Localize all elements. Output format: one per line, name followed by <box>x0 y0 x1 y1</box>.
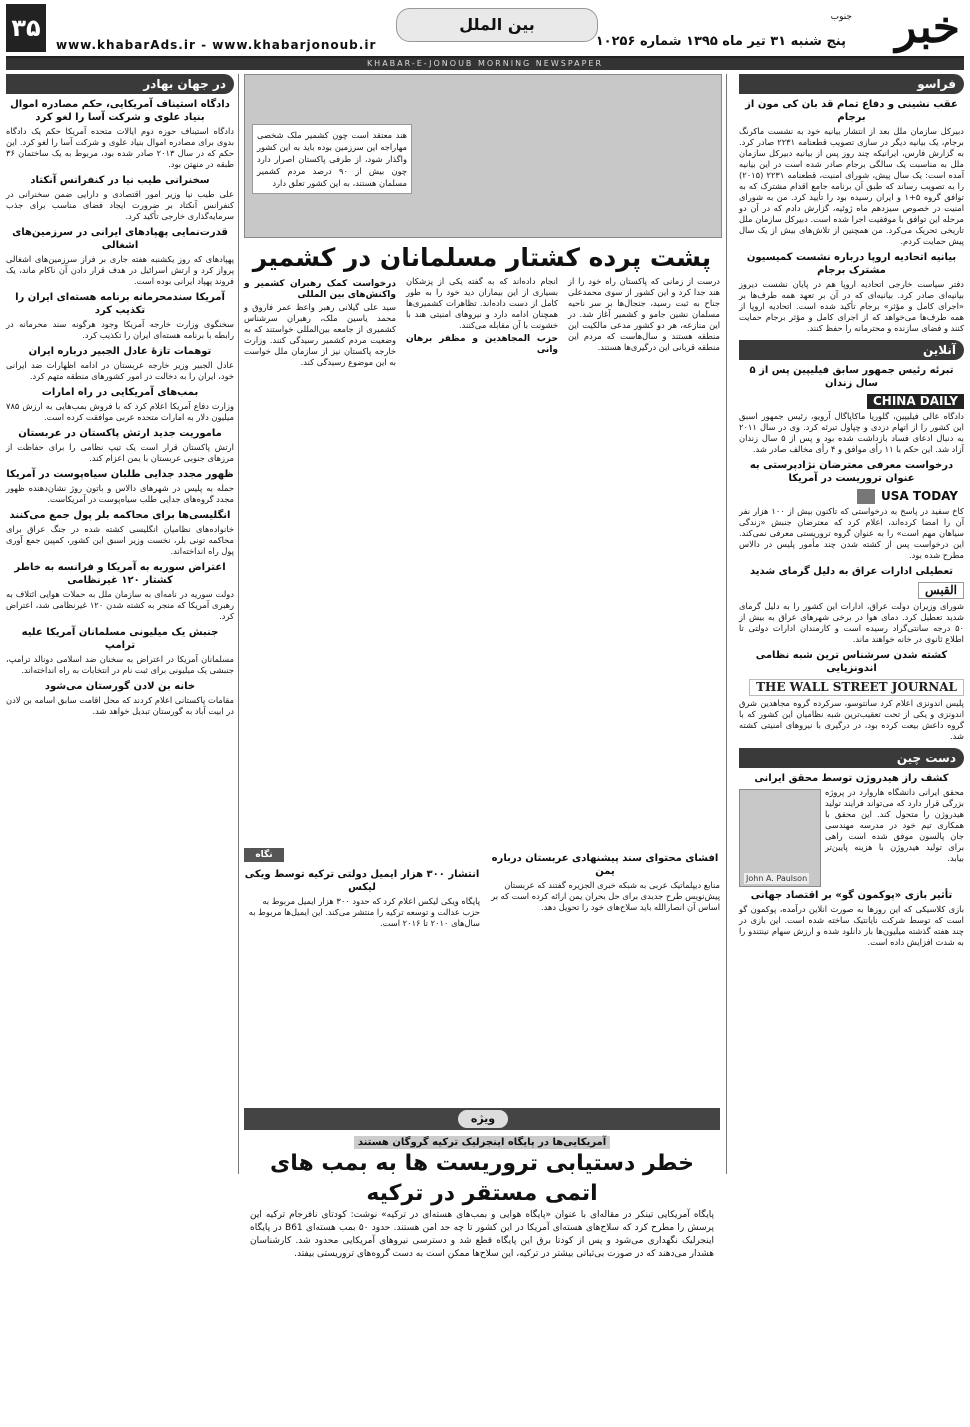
wsj-logo: THE WALL STREET JOURNAL <box>749 679 964 696</box>
brief-title: ظهور مجدد جدایی طلبان سیاه‌پوست در آمریکا <box>6 469 234 480</box>
article-body: دبیرکل سازمان ملل بعد از انتشار بیانیه خود به نشست ماکرنگ برجام، یک بیانیه دیگر در سازی تصویب قطعنامه ۲۲۳۱ صادر کرد. به گزارش فارس، ایرانیکه چند روز پس از بیانیه دبیرکل سازمان ملل به مناسبت یک سالگی برجام صادر شده است در این بیانیه آمده است: یک سال پیش، شورای امنیت، قطعنامه ۲۲۳۱ (۲۰۱۵) را به تصویب رساند که طبق آن برنامه جامع اقدام مشترک که به توافق گروه ۵+۱ و ایران رسیده بود را تأیید کرد. من به شورای امنیت در خصوص سیزدهم ماه ژوئیه، گزارش دادم که در آن دو مرحله این توافق با موفقیت اجرا شده است. دبیرکل سازمان ملل تاریخی تحریک می‌کرد. من همچنین از تلاش‌های بیش از یک سال پیش حمایت کردم. <box>739 126 965 246</box>
story-title: افشای محتوای سند پیشنهادی عربستان درباره یمن <box>491 853 719 877</box>
section-title: بین الملل <box>396 8 598 42</box>
brief-title: سخنرانی طیب نیا در کنفرانس آنکتاد <box>30 175 210 186</box>
photo-caption-name: John A. Paulson <box>746 874 808 883</box>
article-body: پلیس اندونزی اعلام کرد سانتوسو، سرکرده گروه مجاهدین شرق اندونزی و یکی از تحت تعقیب‌ترین شبه نظامیان این کشور که با گروه داعش بیعت کرده بود، در درگیری با نیروهای امنیتی کشته شد. <box>739 698 964 741</box>
feature-body: سید علی گیلانی رهبر واعظ عمر فاروق و محمد یاسین ملک، رهبران سرشناس کشمیری از جامعه بین‌المللی خواستند که به وضعیت مردم کشمیر رسیدگی کنند. وزارت خارجه پاکستان نیز از سازمان ملل خواست به این موضوع رسیدگی کند. <box>244 302 396 367</box>
brief-body: سخنگوی وزارت خارجه آمریکا وجود هرگونه سند محرمانه در رابطه با برنامه هسته‌ای ایران را تکذیب کرد. <box>6 319 234 340</box>
article-body: شورای وزیران دولت عراق، ادارات این کشور را به دلیل گرمای شدید تعطیل کرد. دمای هوا در برخی شهرهای عراق به بیش از ۵۰ درجه سانتی‌گراد رسیده است و کارمندان ادارات دولتی تا اطلاع ثانوی در خانه خواهند ماند. <box>739 601 964 644</box>
newspaper-logo: خبر <box>895 2 960 53</box>
brief-title: بمب‌های آمریکایی در راه امارات <box>41 387 199 398</box>
brief-body: دادگاه استیناف حوزه دوم ایالات متحده آمریکا حکم یک دادگاه بدوی برای مصادره اموال بنیاد علوی و شرکت آسا را لغو کرد. این حکم که در سال ۲۰۱۳ صادر شده بود، مربوط به یک ساختمان ۳۶ طبقه در منهتن بود. <box>6 126 235 169</box>
photo-caption: هند معتقد است چون کشمیر ملک شخصی مهاراجه این سرزمین بوده باید به این کشور واگذار شود، از طرفی پاکستان اصرار دارد چون بیش از ۹۰ درصد مردم کشمیر مسلمان هستند، به این کشور تعلق دارد <box>252 124 412 194</box>
feature-column-3 <box>244 276 396 371</box>
section-head-online: آنلاین <box>739 340 964 360</box>
news-brief <box>6 561 234 622</box>
news-brief <box>6 174 234 222</box>
left-column <box>6 74 234 720</box>
kashmir-feature <box>244 74 720 834</box>
article-title: کشف راز هیدروژن توسط محقق ایرانی <box>754 773 949 784</box>
feature-body: درست از زمانی که پاکستان راه خود را از هند جدا کرد و این کشور از سوی محمدعلی جناح به ثبت رسید، جنجال‌ها بر سر ناحیه مسلمان نشین جامو و کشمیر آغاز شد. در این منازعه، هر دو کشور مدعی مالکیت این منطقه هستند و سال‌هاست که مردم این منطقه قربانی این درگیری‌ها هستند. <box>568 276 720 352</box>
article-body: دفتر سیاست خارجی اتحادیه اروپا هم در پایان نشست دیروز بیانیه‌ای صادر کرد. بیانیه‌ای که در آن بر تعهد همه طرف‌ها بر «اجرای کامل و مؤثر» برجام تأکید شده است. اتحادیه اروپا از همه طرف‌ها می‌خواهد که از اجرای کامل و مؤثر برجام حمایت کنند و فضای سازنده و محترمانه را حفظ کنند. <box>739 279 964 333</box>
brief-title: دادگاه استیناف آمریکایی، حکم مصادره اموال بنیاد علوی و شرکت آسا را لغو کرد <box>10 99 230 123</box>
feature-subhead: حزب المجاهدین و مظفر برهان وانی <box>406 334 558 355</box>
column-divider <box>238 74 239 1174</box>
section-head-world: در جهان بهادر <box>6 74 234 94</box>
brief-body: پهپادهای که روز یکشنبه هفته جاری بر فراز سرزمین‌های اشغالی پرواز کرد و ارتش اسرائیل در هدف قرار دادن آن ناکام ماند، یک فروند پهپاد ایرانی بوده است. <box>6 254 234 286</box>
article-title: کشته شدن سرشناس ترین شبه نظامی اندونزیایی <box>755 650 948 674</box>
middle-stories <box>244 848 720 1100</box>
brief-title: توهمات تازهٔ عادل الجبیر درباره ایران <box>28 346 212 357</box>
article-title: تبرئه رئیس جمهور سابق فیلیپین پس از ۵ سال زندان <box>749 365 954 389</box>
news-brief <box>6 509 234 557</box>
section-head-farasoo: فراسو <box>739 74 964 94</box>
feature-subhead: درخواست کمک رهبران کشمیر و واکنش‌های بین المللی <box>244 279 396 300</box>
news-brief <box>6 386 234 423</box>
brief-title: ماموریت جدید ارتش پاکستان در عربستان <box>18 428 222 439</box>
feature-kicker: آمریکایی‌ها در پایگاه اینجرلیک ترکیه گروگان هستند <box>354 1136 610 1149</box>
brief-title: قدرت‌نمایی پهپادهای ایرانی در سرزمین‌های اشغالی <box>12 227 228 251</box>
story-wikileaks <box>244 864 480 932</box>
brief-title: انگلیسی‌ها برای محاکمه بلر پول جمع می‌کنند <box>9 510 231 521</box>
column-divider <box>726 74 727 1174</box>
article-body: بازی کلاسیکی که این روزها به صورت انلاین درآمده، پوکمون گو است که توسط شرکت نایانتیک ساخته شده است. این بازی در چند هفته گذشته میلیون‌ها بار دانلود شده و ارزش سهام نینتندو را به شدت افزایش داده است. <box>739 904 964 947</box>
article-title: تعطیلی ادارات عراق به دلیل گرمای شدید <box>750 566 953 577</box>
stories-tag: نگاه <box>244 848 284 862</box>
special-band <box>244 1108 720 1130</box>
feature-body: انجام داده‌اند که به گفته یکی از پزشکان بسیاری از این بیماران دید خود را به طور کامل از دست داده‌اند. تظاهرات کشمیری‌ها همچنان ادامه دارد و نیروهای امنیتی هند با خشونت با آن مقابله می‌کنند. <box>406 276 558 330</box>
usa-today-logo: USA TODAY <box>857 489 964 504</box>
section-head-dastchin: دست چین <box>739 748 964 768</box>
brief-title: جنبش یک میلیونی مسلمانان آمریکا علیه ترامپ <box>21 627 219 651</box>
news-brief <box>6 680 234 717</box>
brief-body: خانواده‌های نظامیان انگلیسی کشته شده در جنگ عراق برای محاکمه تونی بلر، نخست وزیر اسبق این کشور، کمپین جمع آوری پول راه انداخته‌اند. <box>6 524 234 556</box>
turkey-feature <box>244 1130 720 1264</box>
article-title: بیانیه اتحادیه اروپا درباره نشست کمیسیون مشترک برجام <box>746 252 957 276</box>
main-headline: پشت پرده کشتار مسلمانان در کشمیر <box>252 243 712 272</box>
article-title: عقب نشینی و دفاع تمام قد بان کی مون از برجام <box>745 99 958 123</box>
article-title: تأثیر بازی «پوکمون گو» بر اقتصاد جهانی <box>750 890 953 901</box>
feature-body: پایگاه آمریکایی تینکر در مقاله‌ای با عنوان «پایگاه هوایی و بمب‌های هسته‌ای در ترکیه» نوشت: کودتای نافرجام ترکیه این پرسش را مطرح کرد که سلاح‌های هسته‌ای آمریکا در این کشور تا چه حد امن هستند. حدود ۵۰ بمب هسته‌ای B61 در پایگاه اینجرلیک نگهداری می‌شود و پس از کودتا برق این پایگاه قطع شد و دسترسی نیروهای آمریکایی محدود شد. کارشناسان هشدار می‌دهند که در صورت بی‌ثباتی بیشتر در ترکیه، این سلاح‌ها ممکن است به دست گروه‌های تروریستی بیفتد. <box>250 1210 714 1259</box>
alqabas-logo: القبس <box>918 582 964 599</box>
brief-body: حمله به پلیس در شهرهای دالاس و باتون روژ نشان‌دهنده ظهور مجدد گروه‌های جدایی طلب سیاه‌پوست در آمریکاست. <box>6 483 234 504</box>
feature-headline: خطر دستیابی تروریست ها به بمب های اتمی مستقر در ترکیه <box>270 1151 694 1206</box>
brief-title: اعتراض سوریه به آمریکا و فرانسه به خاطر کشتار ۱۲۰ غیرنظامی <box>14 562 226 586</box>
feature-column-1 <box>568 276 720 356</box>
news-brief <box>6 427 234 464</box>
brief-body: مسلمانان آمریکا در اعتراض به سخنان ضد اسلامی دونالد ترامپ، جنبشی یک میلیونی برای ثبت نام در انتخابات به راه انداخته‌اند. <box>6 654 234 675</box>
brief-title: آمریکا سندمحرمانه برنامه هسته‌ای ایران را تکذیب کرد <box>15 292 225 316</box>
article-body: محقق ایرانی دانشگاه هاروارد در پروژه بزرگی قرار دارد که می‌تواند فرایند تولید هیدروژن را متحول کند. این محقق با همکاری تیم خود در مدرسه مهندسی جان پالسون موفق شده است راهی برای تولید هیدروژن با هزینه پایین‌تر بیابد. <box>825 787 964 863</box>
china-daily-logo: CHINA DAILY <box>867 394 964 409</box>
brief-body: ارتش پاکستان قرار است یک تیپ نظامی را برای حفاظت از مرزهای جنوبی عربستان با یمن اعزام کند. <box>6 442 234 463</box>
portrait-photo <box>739 789 821 887</box>
news-brief-list <box>6 98 234 717</box>
brief-body: علی طیب نیا وزیر امور اقتصادی و دارایی ضمن سخنرانی در کنفرانس آنکتاد بر ضرورت ایجاد فضای مناسب برای جذب سرمایه‌گذاری خارجی تأکید کرد. <box>6 189 234 221</box>
article-body: دادگاه عالی فیلیپین، گلوریا ماکاپاگال آرویو، رئیس جمهور اسبق این کشور را از اتهام دزدی و چپاول تبرئه کرد. وی در سال ۲۰۱۱ به دنبال ادعای فساد بازداشت شده بود و پس از ۵ سال زندان آزاد شد. این حکم با ۱۱ رأی موافق و ۴ رأی مخالف صادر شد. <box>739 411 964 454</box>
news-brief <box>6 345 234 382</box>
news-brief <box>6 468 234 505</box>
story-title: انتشار ۳۰۰ هزار ایمیل دولتی ترکیه توسط ویکی لیکس <box>244 869 480 893</box>
article-body: کاخ سفید در پاسخ به درخواستی که تاکنون بیش از ۱۰۰ هزار نفر آن را امضا کرده‌اند، اعلام کرد که معترضان جنبش «زندگی سیاهان مهم است» را به عنوان گروه تروریستی معرفی نمی‌کند. این درخواست پس از کشته شدن چند مأمور پلیس در دالاس مطرح شده بود. <box>739 506 965 560</box>
news-brief <box>6 98 234 170</box>
brief-body: عادل الجبیر وزیر خارجه عربستان در ادامه اظهارات ضد ایرانی خود، ایران را به دخالت در امور کشورهای منطقه متهم کرد. <box>6 360 234 381</box>
news-brief <box>6 291 234 341</box>
website-urls[interactable]: www.khabarAds.ir - www.khabarjonoub.ir <box>56 38 377 52</box>
article-title: درخواست معرفی معترضان نژادپرستی به عنوان تروریست در آمریکا <box>749 460 954 484</box>
news-brief <box>6 626 234 676</box>
logo-subtitle: جنوب <box>830 12 852 22</box>
brief-body: وزارت دفاع آمریکا اعلام کرد که با فروش بمب‌هایی به ارزش ۷۸۵ میلیون دلار به امارات متحده عربی موافقت کرده است. <box>6 401 234 422</box>
page-number: ۳۵ <box>6 4 46 52</box>
feature-column-2 <box>406 276 558 357</box>
story-body: پایگاه ویکی لیکس اعلام کرد که حدود ۳۰۰ هزار ایمیل مربوط به حزب عدالت و توسعه ترکیه را منتشر می‌کند. این ایمیل‌ها مربوط به سال‌های ۲۰۱۰ تا ۲۰۱۶ است. <box>248 896 480 928</box>
brief-title: خانه بن لادن گورستان می‌شود <box>44 681 196 692</box>
brief-body: دولت سوریه در نامه‌ای به سازمان ملل به حملات هوایی ائتلاف به رهبری آمریکا که منجر به کشته شدن ۱۲۰ غیرنظامی شد، اعتراض کرد. <box>6 589 234 621</box>
story-yemen <box>490 848 720 916</box>
news-brief <box>6 226 234 287</box>
story-body: منابع دیپلماتیک عربی به شبکه خبری الجزیره گفتند که عربستان پیش‌نویس طرح جدیدی برای حل بحران یمن ارائه کرده است که بر اساس آن انصارالله باید سلاح‌های خود را تحویل دهد. <box>491 880 720 912</box>
issue-date: پنج شنبه ۳۱ تیر ماه ۱۳۹۵ شماره ۱۰۲۵۶ <box>595 34 846 49</box>
special-tag: ویژه <box>458 1110 508 1128</box>
right-column <box>739 74 964 951</box>
masthead <box>6 4 964 59</box>
brief-body: مقامات پاکستانی اعلام کردند که محل اقامت سابق اسامه بن لادن در ابیت آباد به گورستان تبدیل خواهد شد. <box>6 695 234 716</box>
masthead-strip: KHABAR-E-JONOUB MORNING NEWSPAPER <box>6 58 964 70</box>
